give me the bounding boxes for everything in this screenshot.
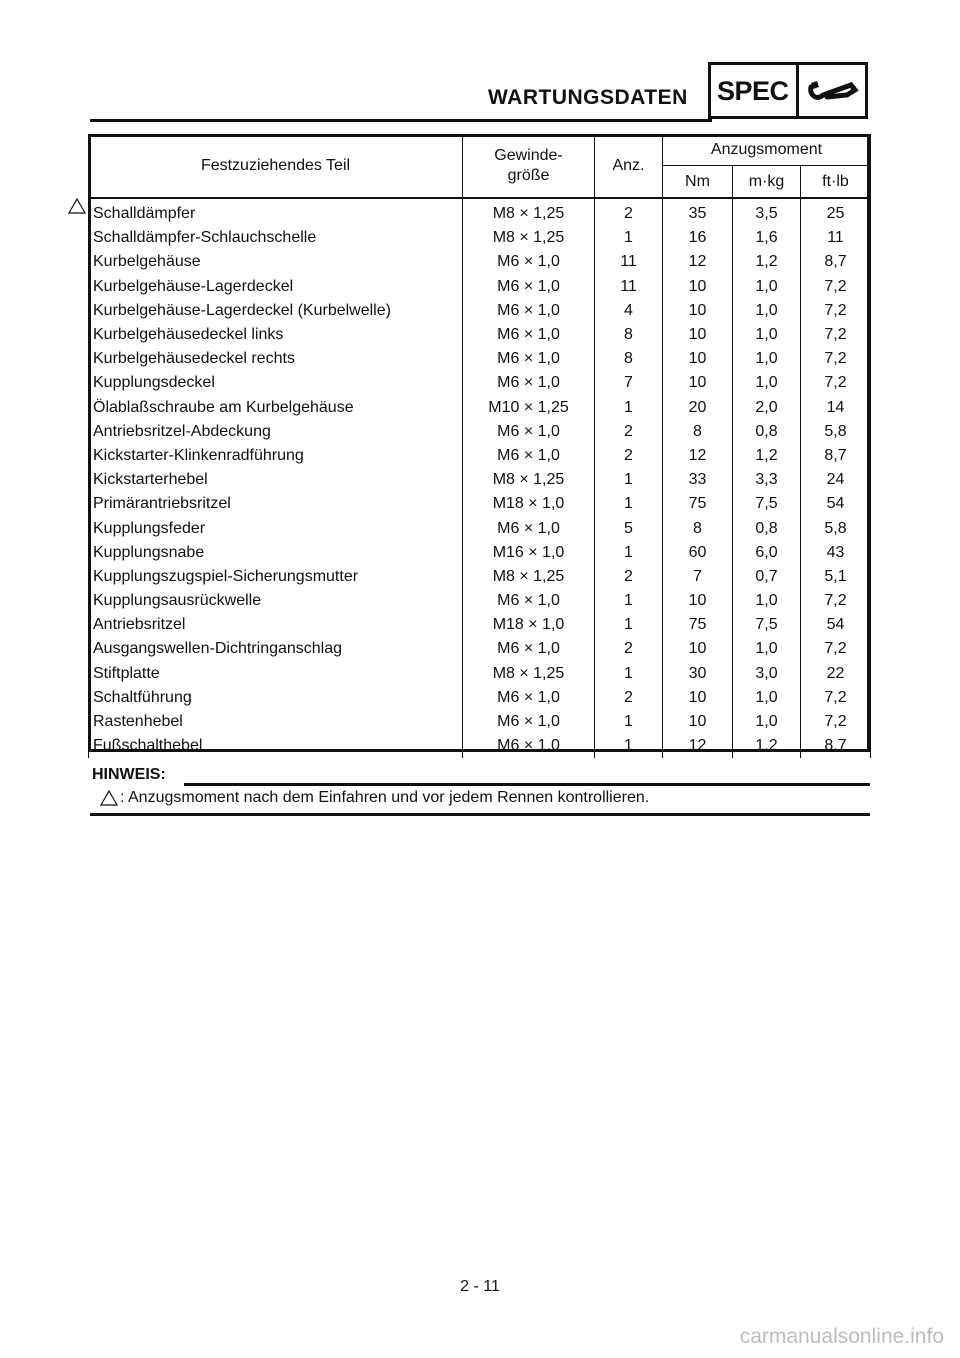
- cell-qty: 8: [595, 323, 663, 347]
- table-row: [89, 589, 871, 613]
- col-header-ftlb: ft·lb: [801, 166, 871, 199]
- cell-qty: 2: [595, 565, 663, 589]
- page-number: 2 - 11: [460, 1278, 500, 1295]
- cell-nm: 60: [663, 541, 733, 565]
- cell-thread: M6 × 1,0: [463, 734, 595, 758]
- cell-nm: 12: [663, 734, 733, 758]
- col-header-thread: [463, 134, 595, 198]
- cell-part: Kickstarter-Klinkenradführung: [89, 444, 463, 468]
- cell-part: Ölablaßschraube am Kurbelgehäuse: [89, 396, 463, 420]
- cell-thread: M6 × 1,0: [463, 589, 595, 613]
- cell-part: Fußschalthebel: [89, 734, 463, 758]
- cell-mkg: 3,3: [733, 468, 801, 492]
- cell-part: Schalldämpfer: [89, 198, 463, 226]
- cell-mkg: 1,0: [733, 637, 801, 661]
- table-row: [89, 323, 871, 347]
- cell-nm: 10: [663, 589, 733, 613]
- cell-mkg: 7,5: [733, 492, 801, 516]
- cell-ftlb: 7,2: [801, 371, 871, 395]
- cell-qty: 1: [595, 492, 663, 516]
- cell-mkg: 0,8: [733, 516, 801, 540]
- cell-mkg: 0,8: [733, 420, 801, 444]
- cell-ftlb: 7,2: [801, 323, 871, 347]
- cell-ftlb: 7,2: [801, 275, 871, 299]
- cell-mkg: 1,0: [733, 686, 801, 710]
- cell-qty: 11: [595, 250, 663, 274]
- note-label: HINWEIS:: [92, 766, 166, 783]
- cell-nm: 10: [663, 347, 733, 371]
- torque-table: [88, 134, 871, 758]
- cell-ftlb: 8,7: [801, 250, 871, 274]
- cell-qty: 11: [595, 275, 663, 299]
- triangle-icon: [68, 197, 86, 215]
- table-row: [89, 299, 871, 323]
- cell-qty: 8: [595, 347, 663, 371]
- cell-nm: 12: [663, 444, 733, 468]
- table-row: [89, 613, 871, 637]
- cell-nm: 20: [663, 396, 733, 420]
- cell-mkg: 2,0: [733, 396, 801, 420]
- cell-part: Kupplungsnabe: [89, 541, 463, 565]
- cell-ftlb: 5,8: [801, 516, 871, 540]
- table-row: [89, 371, 871, 395]
- cell-ftlb: 11: [801, 226, 871, 250]
- table-row: [89, 565, 871, 589]
- cell-part: Schaltführung: [89, 686, 463, 710]
- table-row: [89, 686, 871, 710]
- cell-part: Kurbelgehäusedeckel rechts: [89, 347, 463, 371]
- cell-ftlb: 22: [801, 662, 871, 686]
- cell-mkg: 1,0: [733, 275, 801, 299]
- cell-thread: M6 × 1,0: [463, 347, 595, 371]
- col-header-thread-line2: größe: [507, 166, 550, 184]
- cell-part: Antriebsritzel-Abdeckung: [89, 420, 463, 444]
- cell-mkg: 6,0: [733, 541, 801, 565]
- cell-nm: 10: [663, 299, 733, 323]
- cell-nm: 10: [663, 275, 733, 299]
- cell-thread: M8 × 1,25: [463, 468, 595, 492]
- cell-thread: M16 × 1,0: [463, 541, 595, 565]
- cell-part: Kupplungsfeder: [89, 516, 463, 540]
- cell-mkg: 1,2: [733, 734, 801, 758]
- cell-part: Kurbelgehäuse-Lagerdeckel (Kurbelwelle): [89, 299, 463, 323]
- triangle-icon: [100, 789, 118, 807]
- cell-thread: M6 × 1,0: [463, 516, 595, 540]
- cell-ftlb: 8,7: [801, 444, 871, 468]
- cell-ftlb: 43: [801, 541, 871, 565]
- spec-label: SPEC: [717, 76, 789, 106]
- cell-mkg: 1,0: [733, 371, 801, 395]
- cell-thread: M6 × 1,0: [463, 710, 595, 734]
- table-row: [89, 250, 871, 274]
- cell-qty: 1: [595, 613, 663, 637]
- cell-mkg: 1,0: [733, 347, 801, 371]
- cell-thread: M6 × 1,0: [463, 444, 595, 468]
- cell-part: Kickstarterhebel: [89, 468, 463, 492]
- table-row: [89, 710, 871, 734]
- cell-ftlb: 54: [801, 613, 871, 637]
- cell-mkg: 3,5: [733, 198, 801, 226]
- cell-qty: 2: [595, 198, 663, 226]
- table-row: [89, 541, 871, 565]
- cell-ftlb: 7,2: [801, 299, 871, 323]
- cell-nm: 8: [663, 420, 733, 444]
- table-row: [89, 226, 871, 250]
- cell-qty: 1: [595, 226, 663, 250]
- cell-mkg: 1,2: [733, 250, 801, 274]
- cell-thread: M18 × 1,0: [463, 613, 595, 637]
- cell-qty: 2: [595, 420, 663, 444]
- cell-thread: M6 × 1,0: [463, 371, 595, 395]
- cell-nm: 30: [663, 662, 733, 686]
- cell-qty: 2: [595, 686, 663, 710]
- cell-thread: M6 × 1,0: [463, 299, 595, 323]
- cell-part: Kurbelgehäusedeckel links: [89, 323, 463, 347]
- cell-mkg: 7,5: [733, 613, 801, 637]
- cell-part: Primärantriebsritzel: [89, 492, 463, 516]
- col-header-nm: Nm: [663, 166, 733, 199]
- cell-part: Schalldämpfer-Schlauchschelle: [89, 226, 463, 250]
- cell-part: Kupplungszugspiel-Sicherungsmutter: [89, 565, 463, 589]
- cell-part: Rastenhebel: [89, 710, 463, 734]
- cell-thread: M8 × 1,25: [463, 662, 595, 686]
- cell-part: Kurbelgehäuse: [89, 250, 463, 274]
- cell-qty: 1: [595, 396, 663, 420]
- col-header-torque: Anzugsmoment: [663, 134, 871, 166]
- cell-thread: M8 × 1,25: [463, 198, 595, 226]
- cell-ftlb: 54: [801, 492, 871, 516]
- cell-nm: 8: [663, 516, 733, 540]
- table-row: [89, 198, 871, 226]
- cell-part: Stiftplatte: [89, 662, 463, 686]
- cell-part: Antriebsritzel: [89, 613, 463, 637]
- watermark: carmanualsonline.info: [739, 1325, 944, 1348]
- note-rule-top: [184, 783, 870, 786]
- cell-ftlb: 7,2: [801, 589, 871, 613]
- cell-thread: M8 × 1,25: [463, 565, 595, 589]
- spec-badge: [708, 62, 868, 119]
- cell-ftlb: 5,1: [801, 565, 871, 589]
- cell-qty: 1: [595, 589, 663, 613]
- cell-nm: 75: [663, 492, 733, 516]
- table-row: [89, 468, 871, 492]
- cell-qty: 2: [595, 444, 663, 468]
- cell-qty: 1: [595, 541, 663, 565]
- cell-ftlb: 7,2: [801, 637, 871, 661]
- cell-part: Kurbelgehäuse-Lagerdeckel: [89, 275, 463, 299]
- table-row: [89, 275, 871, 299]
- cell-part: Kupplungsdeckel: [89, 371, 463, 395]
- cell-mkg: 1,0: [733, 323, 801, 347]
- cell-nm: 12: [663, 250, 733, 274]
- cell-ftlb: 7,2: [801, 686, 871, 710]
- cell-nm: 16: [663, 226, 733, 250]
- table-row: [89, 637, 871, 661]
- table-row: [89, 420, 871, 444]
- cell-ftlb: 7,2: [801, 347, 871, 371]
- table-row: [89, 396, 871, 420]
- cell-mkg: 1,0: [733, 299, 801, 323]
- cell-mkg: 0,7: [733, 565, 801, 589]
- cell-qty: 2: [595, 637, 663, 661]
- col-header-qty: Anz.: [595, 134, 663, 198]
- spec-divider: [796, 65, 799, 119]
- cell-thread: M8 × 1,25: [463, 226, 595, 250]
- table-row: [89, 516, 871, 540]
- cell-mkg: 1,0: [733, 710, 801, 734]
- cell-qty: 1: [595, 468, 663, 492]
- cell-mkg: 3,0: [733, 662, 801, 686]
- cell-nm: 7: [663, 565, 733, 589]
- cell-nm: 35: [663, 198, 733, 226]
- cell-nm: 10: [663, 637, 733, 661]
- cell-nm: 10: [663, 323, 733, 347]
- cell-qty: 4: [595, 299, 663, 323]
- col-header-part: Festzuziehendes Teil: [89, 134, 463, 198]
- cell-ftlb: 5,8: [801, 420, 871, 444]
- cell-qty: 1: [595, 734, 663, 758]
- header-rule: [90, 119, 712, 122]
- cell-nm: 10: [663, 686, 733, 710]
- cell-thread: M18 × 1,0: [463, 492, 595, 516]
- cell-ftlb: 8,7: [801, 734, 871, 758]
- cell-thread: M6 × 1,0: [463, 420, 595, 444]
- cell-qty: 1: [595, 710, 663, 734]
- cell-nm: 10: [663, 371, 733, 395]
- cell-mkg: 1,6: [733, 226, 801, 250]
- cell-nm: 10: [663, 710, 733, 734]
- col-header-thread-line1: Gewinde-: [494, 146, 563, 164]
- cell-thread: M6 × 1,0: [463, 323, 595, 347]
- cell-part: Kupplungsausrückwelle: [89, 589, 463, 613]
- col-header-mkg: m·kg: [733, 166, 801, 199]
- table-row: [89, 444, 871, 468]
- cell-nm: 33: [663, 468, 733, 492]
- note-text: : Anzugsmoment nach dem Einfahren und vor jedem Rennen kontrollieren.: [120, 789, 650, 806]
- cell-ftlb: 7,2: [801, 710, 871, 734]
- cell-thread: M6 × 1,0: [463, 250, 595, 274]
- page-title: WARTUNGSDATEN: [488, 86, 688, 109]
- cell-qty: 5: [595, 516, 663, 540]
- cell-thread: M6 × 1,0: [463, 275, 595, 299]
- note-rule-bottom: [90, 813, 870, 816]
- cell-thread: M6 × 1,0: [463, 686, 595, 710]
- cell-qty: 1: [595, 662, 663, 686]
- table-row: [89, 347, 871, 371]
- cell-qty: 7: [595, 371, 663, 395]
- cell-mkg: 1,0: [733, 589, 801, 613]
- cell-part: Ausgangswellen-Dichtringanschlag: [89, 637, 463, 661]
- cell-ftlb: 25: [801, 198, 871, 226]
- cell-ftlb: 24: [801, 468, 871, 492]
- wrench-icon: [807, 77, 859, 105]
- cell-ftlb: 14: [801, 396, 871, 420]
- table-row: [89, 492, 871, 516]
- table-row: [89, 734, 871, 758]
- cell-mkg: 1,2: [733, 444, 801, 468]
- cell-thread: M10 × 1,25: [463, 396, 595, 420]
- cell-nm: 75: [663, 613, 733, 637]
- table-row: [89, 662, 871, 686]
- cell-thread: M6 × 1,0: [463, 637, 595, 661]
